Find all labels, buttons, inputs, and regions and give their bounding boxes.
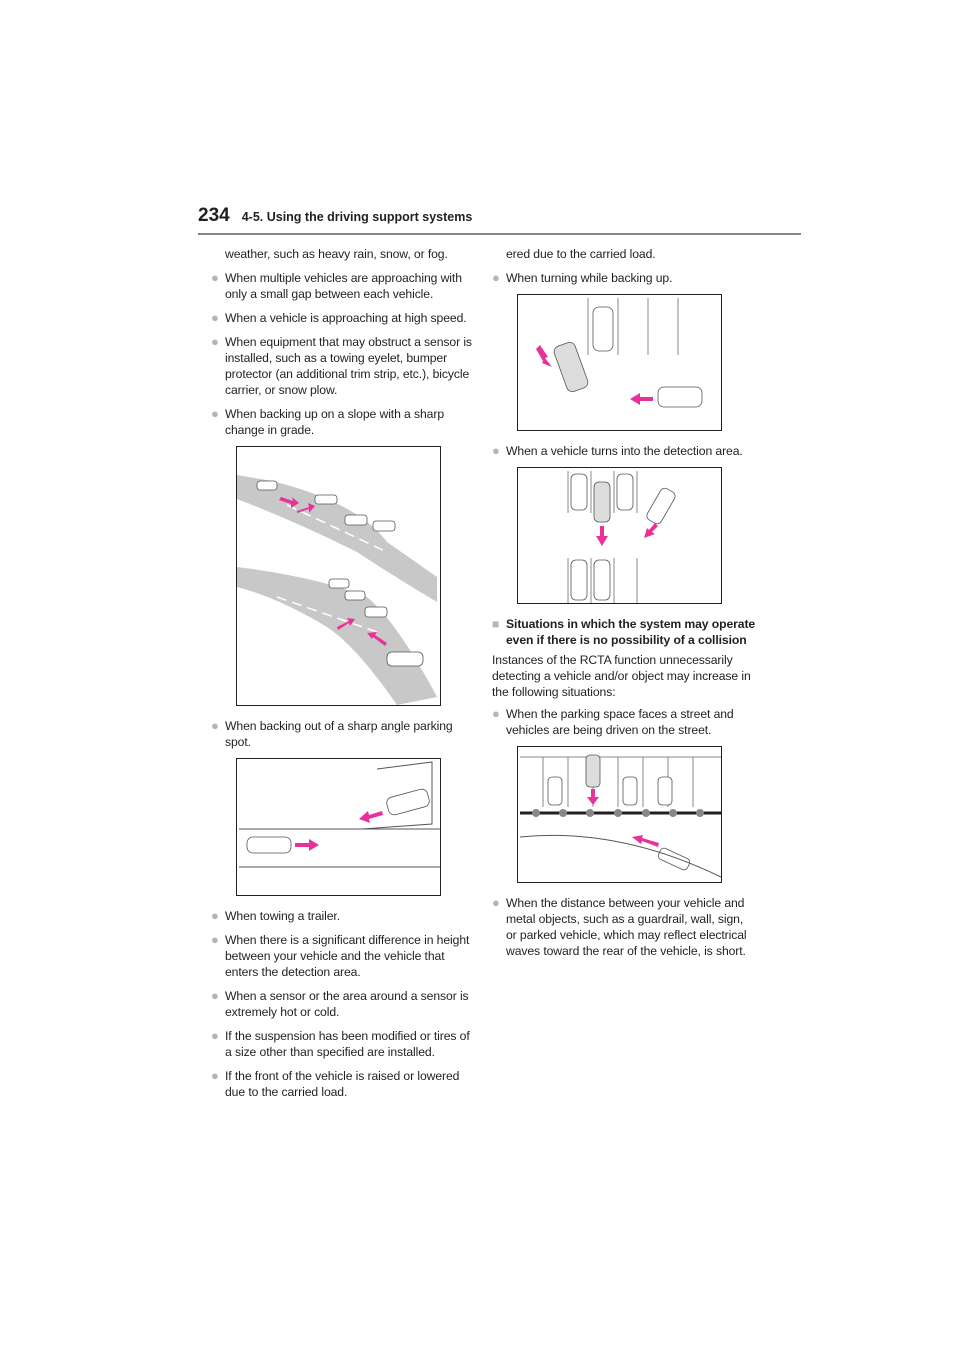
circle-bullet-icon: ● bbox=[492, 895, 500, 910]
circle-bullet-icon: ● bbox=[492, 270, 500, 285]
page-header bbox=[198, 205, 472, 227]
header-rule bbox=[198, 233, 801, 235]
bullet-item: ● When a sensor or the area around a sensor is extremely hot or cold. bbox=[211, 988, 469, 1019]
circle-bullet-icon: ● bbox=[492, 443, 500, 458]
arrow-icon bbox=[295, 811, 383, 851]
bullet-item: ● When backing out of a sharp angle parking spot. bbox=[211, 718, 453, 749]
bullet-item: ● When a vehicle is approaching at high speed. bbox=[211, 310, 467, 325]
circle-bullet-icon: ● bbox=[211, 406, 219, 421]
circle-bullet-icon: ● bbox=[211, 1028, 219, 1043]
section-title: 4-5. Using the driving support systems bbox=[241, 210, 473, 224]
street-facing-illustration bbox=[517, 746, 722, 883]
circle-bullet-icon: ● bbox=[211, 908, 219, 923]
continuation-text: weather, such as heavy rain, snow, or fog. bbox=[225, 247, 448, 261]
arrow-icon bbox=[596, 523, 658, 546]
bullet-item: ● If the front of the vehicle is raised or lowered due to the carried load. bbox=[211, 1068, 460, 1099]
turning-backing-illustration bbox=[517, 294, 722, 431]
circle-bullet-icon: ● bbox=[211, 718, 219, 733]
bullet-item: ● When backing up on a slope with a sharp change in grade. bbox=[211, 406, 444, 437]
circle-bullet-icon: ● bbox=[211, 1068, 219, 1083]
car-icon bbox=[247, 788, 431, 853]
page-number: 234 bbox=[198, 205, 230, 226]
bullet-item: ● When multiple vehicles are approaching with only a small gap between each vehicle. bbox=[211, 270, 462, 301]
bullet-item: ● When turning while backing up. bbox=[492, 270, 673, 285]
circle-bullet-icon: ● bbox=[211, 932, 219, 947]
bullet-item: ● When the distance between your vehicle and metal objects, such as a guardrail, wall, sign, or parked vehicle, which may reflect electrical waves toward the rear of the vehicle, is short. bbox=[492, 895, 747, 958]
continuation-text: ered due to the carried load. bbox=[506, 247, 656, 261]
circle-bullet-icon: ● bbox=[492, 706, 500, 721]
bullet-item: ● When the parking space faces a street and vehicles are being driven on the street. bbox=[492, 706, 734, 737]
bullet-item: ● When equipment that may obstruct a sensor is installed, such as a towing eyelet, bumper protector (an additional trim strip, etc.), bicycle carrier, or snow plow. bbox=[211, 334, 472, 397]
bullet-item: ● When there is a significant difference in height between your vehicle and the vehicle that enters the detection area. bbox=[211, 932, 470, 979]
intro-text: Instances of the RCTA function unnecessarily detecting a vehicle and/or object may increase in the following situations: bbox=[492, 653, 751, 699]
bullet-item: ● When a vehicle turns into the detection area. bbox=[492, 443, 743, 458]
circle-bullet-icon: ● bbox=[211, 270, 219, 285]
subheading: ■ Situations in which the system may operate even if there is no possibility of a collision bbox=[492, 617, 756, 647]
car-icon bbox=[552, 307, 702, 407]
slope-illustration bbox=[236, 446, 441, 706]
car-icon bbox=[571, 474, 677, 600]
bullet-item: ● When towing a trailer. bbox=[211, 908, 340, 923]
arrow-icon bbox=[536, 345, 653, 405]
bullet-item: ● If the suspension has been modified or tires of a size other than specified are installed. bbox=[211, 1028, 470, 1059]
circle-bullet-icon: ● bbox=[211, 334, 219, 349]
left-column bbox=[211, 246, 474, 1108]
angle-parking-illustration bbox=[236, 758, 441, 896]
turn-into-area-illustration bbox=[517, 467, 722, 604]
circle-bullet-icon: ● bbox=[211, 310, 219, 325]
right-column bbox=[492, 246, 757, 967]
square-bullet-icon: ■ bbox=[492, 617, 500, 631]
circle-bullet-icon: ● bbox=[211, 988, 219, 1003]
